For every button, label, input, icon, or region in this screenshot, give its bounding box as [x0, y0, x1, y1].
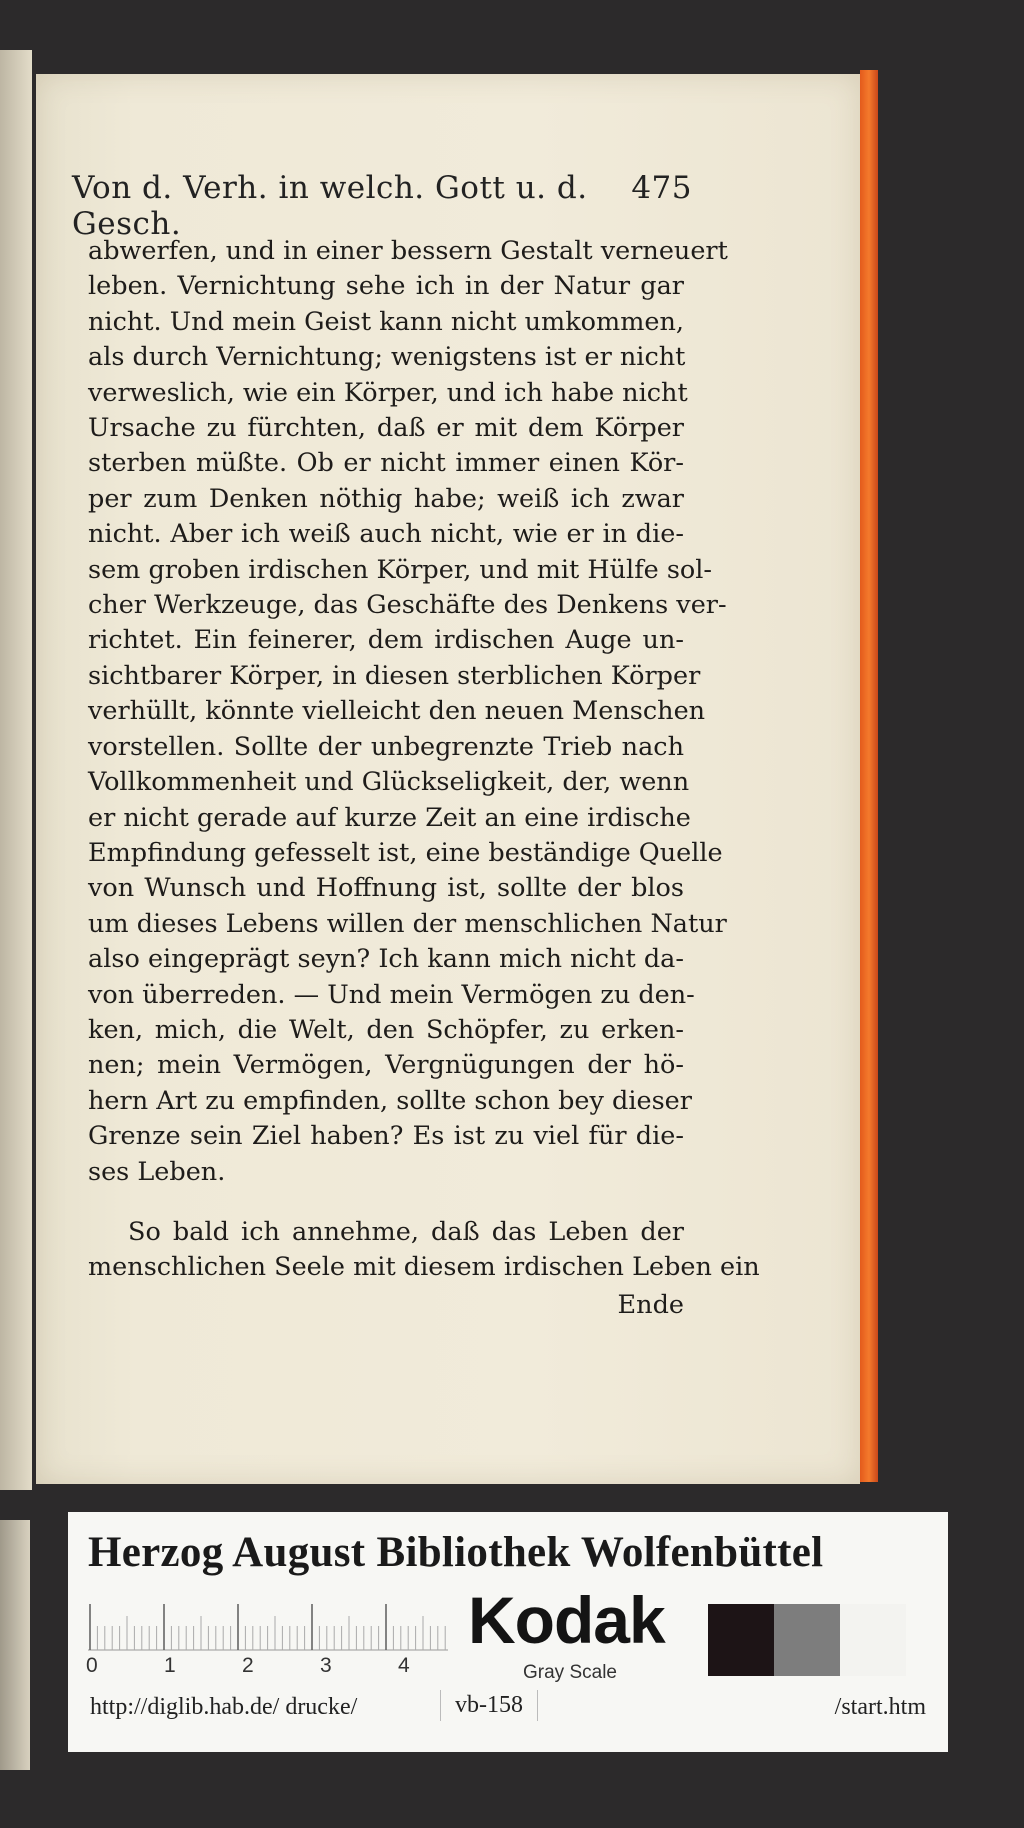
- paragraph1-line: sterben müßte. Ob er nicht immer einen Kör-: [88, 448, 684, 479]
- paragraph1-line: um dieses Lebens willen der menschlichen Natur: [88, 908, 727, 939]
- kodak-logo: Kodak: [468, 1583, 665, 1657]
- paragraph1-line: Ursache zu fürchten, daß er mit dem Körper: [88, 413, 684, 444]
- paragraph1-line: abwerfen, und in einer bessern Gestalt verneuert: [88, 236, 728, 266]
- gray-swatch: [708, 1604, 774, 1676]
- paragraph1-line: per zum Denken nöthig habe; weiß ich zwar: [88, 483, 684, 514]
- adjacent-page-lower-edge: [0, 1520, 30, 1770]
- paragraph1-line: sichtbarer Körper, in diesen sterblichen Körper: [88, 660, 701, 691]
- paragraph1-line: verweslich, wie ein Körper, und ich habe nicht: [88, 377, 688, 408]
- paragraph1-line: verhüllt, könnte vielleicht den neuen Menschen: [88, 696, 706, 727]
- paragraph1-line: hern Art zu empfinden, sollte schon bey dieser: [88, 1085, 692, 1116]
- page-number: 475: [631, 170, 692, 206]
- library-title: Herzog August Bibliothek Wolfenbüttel: [88, 1529, 824, 1576]
- paragraph1-line: von Wunsch und Hoffnung ist, sollte der blos: [88, 873, 684, 904]
- adjacent-page-edge: [0, 50, 32, 1490]
- ruler-number: 1: [164, 1654, 176, 1677]
- paragraph-2: [88, 1215, 760, 1286]
- paragraph1-line: cher Werkzeuge, das Geschäfte des Denkens ver-: [88, 590, 727, 621]
- running-head-title: Von d. Verh. in welch. Gott u. d. Gesch.: [72, 170, 588, 242]
- color-reference-card: [68, 1512, 948, 1752]
- paragraph1-line: nen; mein Vermögen, Vergnügungen der hö-: [88, 1050, 684, 1081]
- paragraph1-line: Empfindung gefesselt ist, eine beständige Quelle: [88, 837, 723, 868]
- paragraph1-line: von überreden. — Und mein Vermögen zu den-: [88, 979, 695, 1010]
- paragraph1-line: also eingeprägt seyn? Ich kann mich nicht da-: [88, 944, 684, 975]
- ruler-number: 4: [398, 1654, 410, 1677]
- ruler-number: 2: [242, 1654, 254, 1677]
- paragraph1-line: sem groben irdischen Körper, und mit Hülfe sol-: [88, 554, 713, 585]
- ruler-number: 3: [320, 1654, 332, 1677]
- paragraph1-line: als durch Vernichtung; wenigstens ist er nicht: [88, 342, 686, 373]
- gray-scale-swatches: [708, 1604, 906, 1676]
- paragraph1-line: vorstellen. Sollte der unbegrenzte Trieb nach: [88, 731, 684, 762]
- start-path: /start.htm: [834, 1694, 926, 1720]
- gray-swatch: [774, 1604, 840, 1676]
- paragraph2-line: So bald ich annehme, daß das Leben der: [128, 1217, 684, 1247]
- ruler-number: 0: [86, 1654, 98, 1677]
- digital-library-url: http://diglib.hab.de/ drucke/: [90, 1694, 358, 1720]
- paragraph2-line: menschlichen Seele mit diesem irdischen Leben ein: [88, 1252, 760, 1283]
- paragraph1-line: ken, mich, die Welt, den Schöpfer, zu erken-: [88, 1014, 684, 1045]
- paragraph1-line: leben. Vernichtung sehe ich in der Natur gar: [88, 271, 684, 302]
- measurement-ruler: [88, 1600, 448, 1652]
- shelfmark: vb-158: [440, 1690, 538, 1721]
- paragraph1-line: er nicht gerade auf kurze Zeit an eine irdische: [88, 802, 691, 833]
- paragraph1-line: nicht. Aber ich weiß auch nicht, wie er in die-: [88, 519, 684, 550]
- gray-swatch: [840, 1604, 906, 1676]
- running-head: [72, 170, 692, 242]
- paragraph1-line: ses Leben.: [88, 1156, 226, 1187]
- catchword: Ende: [617, 1290, 684, 1320]
- paragraph1-line: nicht. Und mein Geist kann nicht umkommen,: [88, 306, 684, 337]
- paragraph-1: [88, 234, 728, 1190]
- page-red-edge: [860, 70, 878, 1482]
- paragraph1-line: Vollkommenheit und Glückseligkeit, der, wenn: [88, 767, 690, 798]
- paragraph1-line: Grenze sein Ziel haben? Es ist zu viel für die-: [88, 1121, 684, 1152]
- gray-scale-label: Gray Scale: [523, 1662, 617, 1683]
- paragraph1-line: richtet. Ein feinerer, dem irdischen Auge un-: [88, 625, 684, 656]
